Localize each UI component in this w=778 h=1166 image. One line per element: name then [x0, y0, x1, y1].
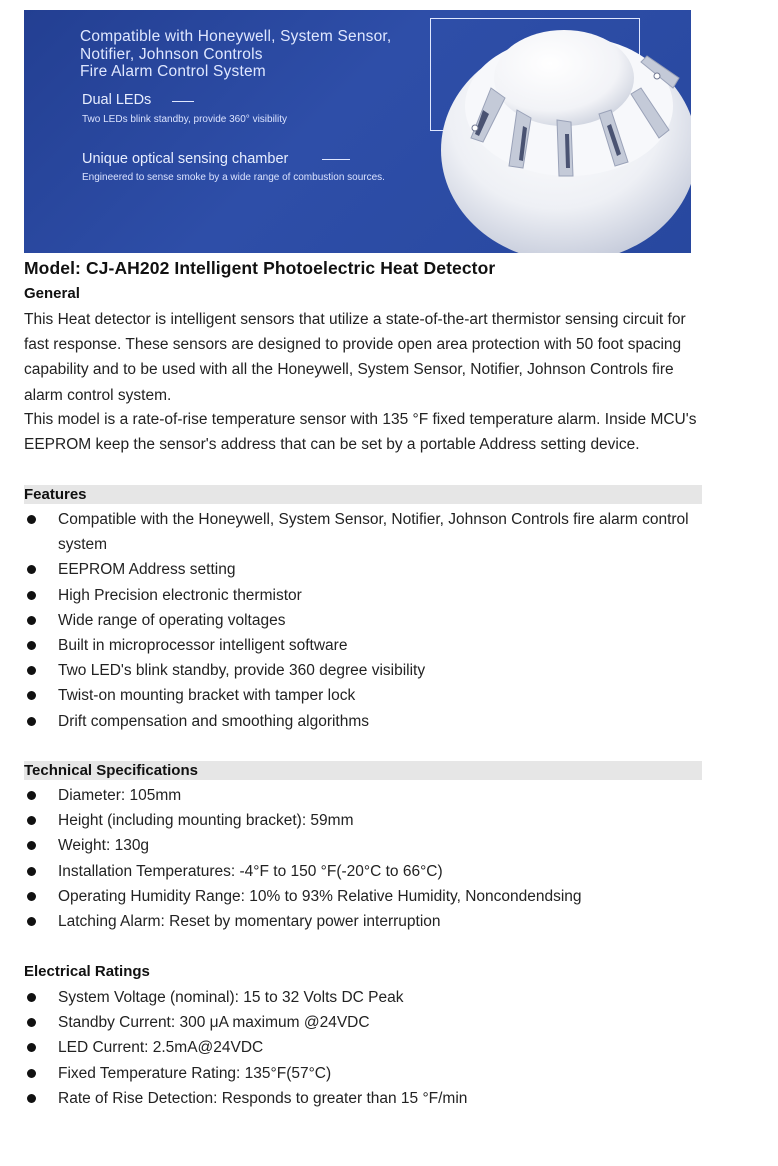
tech-specs-heading: Technical Specifications — [24, 761, 702, 780]
banner-compat-line-1: Compatible with Honeywell, System Sensor, — [80, 28, 392, 45]
list-item: Built in microprocessor intelligent software — [24, 633, 702, 658]
bullet-icon — [27, 1018, 36, 1027]
features-list — [24, 507, 702, 734]
bullet-icon — [27, 691, 36, 700]
bullet-icon — [27, 1043, 36, 1052]
dual-leds-callout-line — [172, 101, 194, 102]
list-item: Compatible with the Honeywell, System Sensor, Notifier, Johnson Controls fire alarm control system — [24, 507, 702, 557]
bullet-icon — [27, 666, 36, 675]
banner-compatibility-text — [80, 28, 391, 81]
features-heading: Features — [24, 485, 702, 504]
list-item: Rate of Rise Detection: Responds to greater than 15 °F/min — [24, 1086, 702, 1111]
list-item: Latching Alarm: Reset by momentary power interruption — [24, 909, 702, 934]
banner-dual-leds-title: Dual LEDs — [82, 92, 152, 108]
list-item: Fixed Temperature Rating: 135°F(57°C) — [24, 1061, 702, 1086]
list-item: LED Current: 2.5mA@24VDC — [24, 1035, 702, 1060]
bullet-icon — [27, 1069, 36, 1078]
bullet-icon — [27, 867, 36, 876]
product-banner — [24, 10, 691, 253]
tech-specs-list — [24, 783, 702, 934]
banner-optical-caption: Engineered to sense smoke by a wide range of combustion sources. — [82, 172, 385, 183]
general-heading: General — [24, 285, 80, 302]
bullet-icon — [27, 816, 36, 825]
list-item: System Voltage (nominal): 15 to 32 Volts DC Peak — [24, 985, 702, 1010]
electrical-heading: Electrical Ratings — [24, 963, 150, 980]
optical-callout-line — [322, 159, 350, 160]
list-item: Twist-on mounting bracket with tamper lock — [24, 683, 702, 708]
banner-optical-title: Unique optical sensing chamber — [82, 151, 289, 167]
bullet-icon — [27, 993, 36, 1002]
list-item: Two LED's blink standby, provide 360 degree visibility — [24, 658, 702, 683]
list-item: High Precision electronic thermistor — [24, 583, 702, 608]
model-title: Model: CJ-AH202 Intelligent Photoelectric Heat Detector — [24, 258, 496, 278]
banner-compat-line-2: Notifier, Johnson Controls — [80, 45, 263, 63]
bullet-icon — [27, 565, 36, 574]
list-item: Diameter: 105mm — [24, 783, 702, 808]
list-item: Operating Humidity Range: 10% to 93% Relative Humidity, Noncondendsing — [24, 884, 702, 909]
bullet-icon — [27, 892, 36, 901]
bullet-icon — [27, 717, 36, 726]
general-paragraph-2: This model is a rate-of-rise temperature sensor with 135 °F fixed temperature alarm. Inside MCU's EEPROM keep the sensor's address that can be set by a portable Address setting device. — [24, 411, 697, 454]
list-item: Drift compensation and smoothing algorithms — [24, 709, 702, 734]
bullet-icon — [27, 641, 36, 650]
bullet-icon — [27, 1094, 36, 1103]
list-item: Installation Temperatures: -4°F to 150 °F(-20°C to 66°C) — [24, 859, 702, 884]
electrical-list — [24, 985, 702, 1111]
list-item: Standby Current: 300 μA maximum @24VDC — [24, 1010, 702, 1035]
general-paragraph-1: This Heat detector is intelligent sensors that utilize a state-of-the-art thermistor sensing circuit for fast response. These sensors are designed to provide open area protection with 50 foot spacing capability and to be used with all the Honeywell, System Sensor, Notifier, Johnson Controls fire alarm control system. — [24, 311, 686, 404]
banner-dual-leds-caption: Two LEDs blink standby, provide 360° visibility — [82, 114, 288, 125]
list-item: Height (including mounting bracket): 59mm — [24, 808, 702, 833]
bullet-icon — [27, 616, 36, 625]
list-item: EEPROM Address setting — [24, 557, 702, 582]
bullet-icon — [27, 515, 36, 524]
list-item: Weight: 130g — [24, 833, 702, 858]
heat-detector-image — [419, 10, 691, 253]
list-item: Wide range of operating voltages — [24, 608, 702, 633]
bullet-icon — [27, 591, 36, 600]
bullet-icon — [27, 791, 36, 800]
bullet-icon — [27, 841, 36, 850]
banner-compat-line-3: Fire Alarm Control System — [80, 63, 266, 80]
bullet-icon — [27, 917, 36, 926]
